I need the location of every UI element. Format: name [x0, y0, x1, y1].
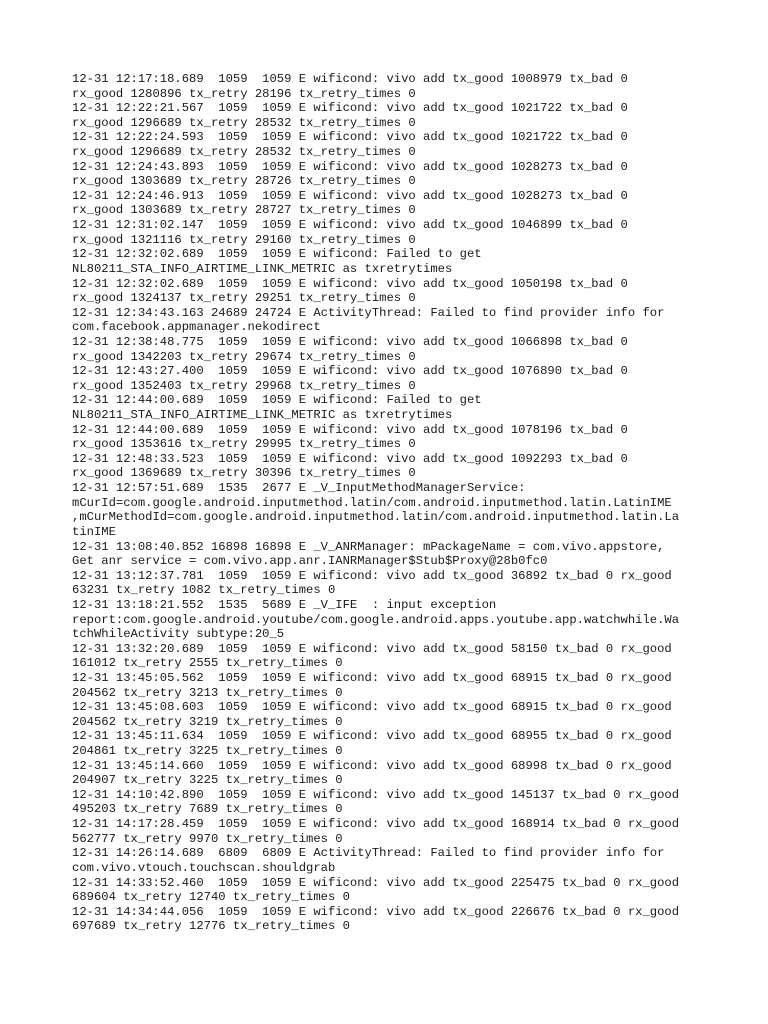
log-line: 204861 tx_retry 3225 tx_retry_times 0: [72, 744, 343, 759]
log-line: 12-31 12:24:43.893 1059 1059 E wificond: vivo add tx_good 1028273 tx_bad 0: [72, 159, 628, 174]
log-line: report:com.google.android.youtube/com.google.android.apps.youtube.app.watchwhile.Wa: [72, 612, 680, 627]
log-line: com.facebook.appmanager.nekodirect: [72, 320, 321, 335]
log-line: 12-31 13:32:20.689 1059 1059 E wificond: vivo add tx_good 58150 tx_bad 0 rx_good: [72, 641, 672, 656]
log-line: rx_good 1296689 tx_retry 28532 tx_retry_times 0: [72, 115, 416, 130]
log-line: 12-31 12:38:48.775 1059 1059 E wificond: vivo add tx_good 1066898 tx_bad 0: [72, 334, 628, 349]
log-line: 12-31 13:45:14.660 1059 1059 E wificond: vivo add tx_good 68998 tx_bad 0 rx_good: [72, 758, 672, 773]
log-line: tinIME: [72, 524, 116, 539]
log-line: 12-31 13:08:40.852 16898 16898 E _V_ANRManager: mPackageName = com.vivo.appstore,: [72, 539, 665, 554]
log-line: 204562 tx_retry 3219 tx_retry_times 0: [72, 714, 343, 729]
log-line: ,mCurMethodId=com.google.android.inputmethod.latin/com.android.inputmethod.latin.La: [72, 510, 680, 525]
log-line: 63231 tx_retry 1082 tx_retry_times 0: [72, 583, 336, 598]
log-line: 12-31 13:45:08.603 1059 1059 E wificond: vivo add tx_good 68915 tx_bad 0 rx_good: [72, 700, 672, 715]
log-line: 12-31 13:12:37.781 1059 1059 E wificond: vivo add tx_good 36892 tx_bad 0 rx_good: [72, 568, 672, 583]
log-line: tchWhileActivity subtype:20_5: [72, 627, 285, 642]
log-line: rx_good 1303689 tx_retry 28726 tx_retry_times 0: [72, 174, 416, 189]
log-line: 12-31 12:32:02.689 1059 1059 E wificond: vivo add tx_good 1050198 tx_bad 0: [72, 276, 628, 291]
log-line: 12-31 12:31:02.147 1059 1059 E wificond: vivo add tx_good 1046899 tx_bad 0: [72, 218, 628, 233]
log-line: rx_good 1280896 tx_retry 28196 tx_retry_times 0: [72, 86, 416, 101]
log-line: 562777 tx_retry 9970 tx_retry_times 0: [72, 831, 343, 846]
log-line: 12-31 14:10:42.890 1059 1059 E wificond: vivo add tx_good 145137 tx_bad 0 rx_good: [72, 787, 680, 802]
log-line: Get anr service = com.vivo.app.anr.IANRManager$Stub$Proxy@28b0fc0: [72, 554, 548, 569]
log-line: rx_good 1296689 tx_retry 28532 tx_retry_times 0: [72, 145, 416, 160]
log-line: 12-31 12:34:43.163 24689 24724 E ActivityThread: Failed to find provider info for: [72, 305, 665, 320]
log-line: 12-31 12:48:33.523 1059 1059 E wificond: vivo add tx_good 1092293 tx_bad 0: [72, 451, 628, 466]
log-line: NL80211_STA_INFO_AIRTIME_LINK_METRIC as txretrytimes: [72, 408, 453, 423]
log-line: rx_good 1353616 tx_retry 29995 tx_retry_times 0: [72, 437, 416, 452]
log-line: 12-31 13:45:05.562 1059 1059 E wificond: vivo add tx_good 68915 tx_bad 0 rx_good: [72, 670, 672, 685]
log-line: 12-31 14:26:14.689 6809 6809 E ActivityThread: Failed to find provider info for: [72, 846, 665, 861]
log-text-block: [72, 72, 722, 934]
log-line: 12-31 12:57:51.689 1535 2677 E _V_InputMethodManagerService:: [72, 481, 526, 496]
log-line: rx_good 1324137 tx_retry 29251 tx_retry_times 0: [72, 291, 416, 306]
log-line: 12-31 14:33:52.460 1059 1059 E wificond: vivo add tx_good 225475 tx_bad 0 rx_good: [72, 875, 680, 890]
log-line: 161012 tx_retry 2555 tx_retry_times 0: [72, 656, 343, 671]
log-line: rx_good 1303689 tx_retry 28727 tx_retry_times 0: [72, 203, 416, 218]
log-line: 204562 tx_retry 3213 tx_retry_times 0: [72, 685, 343, 700]
log-line: NL80211_STA_INFO_AIRTIME_LINK_METRIC as txretrytimes: [72, 261, 453, 276]
log-line: 12-31 12:22:24.593 1059 1059 E wificond: vivo add tx_good 1021722 tx_bad 0: [72, 130, 628, 145]
log-line: 12-31 12:24:46.913 1059 1059 E wificond: vivo add tx_good 1028273 tx_bad 0: [72, 188, 628, 203]
log-line: 12-31 12:44:00.689 1059 1059 E wificond: vivo add tx_good 1078196 tx_bad 0: [72, 422, 628, 437]
log-line: 12-31 12:17:18.689 1059 1059 E wificond: vivo add tx_good 1008979 tx_bad 0: [72, 72, 628, 86]
log-line: 12-31 12:32:02.689 1059 1059 E wificond: Failed to get: [72, 247, 482, 262]
log-line: 204907 tx_retry 3225 tx_retry_times 0: [72, 773, 343, 788]
log-line: 495203 tx_retry 7689 tx_retry_times 0: [72, 802, 343, 817]
log-line: rx_good 1342203 tx_retry 29674 tx_retry_times 0: [72, 349, 416, 364]
log-line: 12-31 14:17:28.459 1059 1059 E wificond: vivo add tx_good 168914 tx_bad 0 rx_good: [72, 817, 680, 832]
log-line: 12-31 14:34:44.056 1059 1059 E wificond: vivo add tx_good 226676 tx_bad 0 rx_good: [72, 904, 680, 919]
log-line: 12-31 13:45:11.634 1059 1059 E wificond: vivo add tx_good 68955 tx_bad 0 rx_good: [72, 729, 672, 744]
log-line: mCurId=com.google.android.inputmethod.latin/com.android.inputmethod.latin.LatinIME: [72, 495, 672, 510]
log-line: 12-31 12:44:00.689 1059 1059 E wificond: Failed to get: [72, 393, 482, 408]
log-line: 12-31 13:18:21.552 1535 5689 E _V_IFE : input exception: [72, 597, 497, 612]
log-line: rx_good 1352403 tx_retry 29968 tx_retry_times 0: [72, 378, 416, 393]
log-line: rx_good 1321116 tx_retry 29160 tx_retry_times 0: [72, 232, 416, 247]
log-line: com.vivo.vtouch.touchscan.shouldgrab: [72, 860, 336, 875]
log-line: 12-31 12:22:21.567 1059 1059 E wificond: vivo add tx_good 1021722 tx_bad 0: [72, 101, 628, 116]
log-line: 689604 tx_retry 12740 tx_retry_times 0: [72, 890, 350, 905]
log-line: rx_good 1369689 tx_retry 30396 tx_retry_times 0: [72, 466, 416, 481]
log-line: 12-31 12:43:27.400 1059 1059 E wificond: vivo add tx_good 1076890 tx_bad 0: [72, 364, 628, 379]
log-line: 697689 tx_retry 12776 tx_retry_times 0: [72, 919, 350, 934]
